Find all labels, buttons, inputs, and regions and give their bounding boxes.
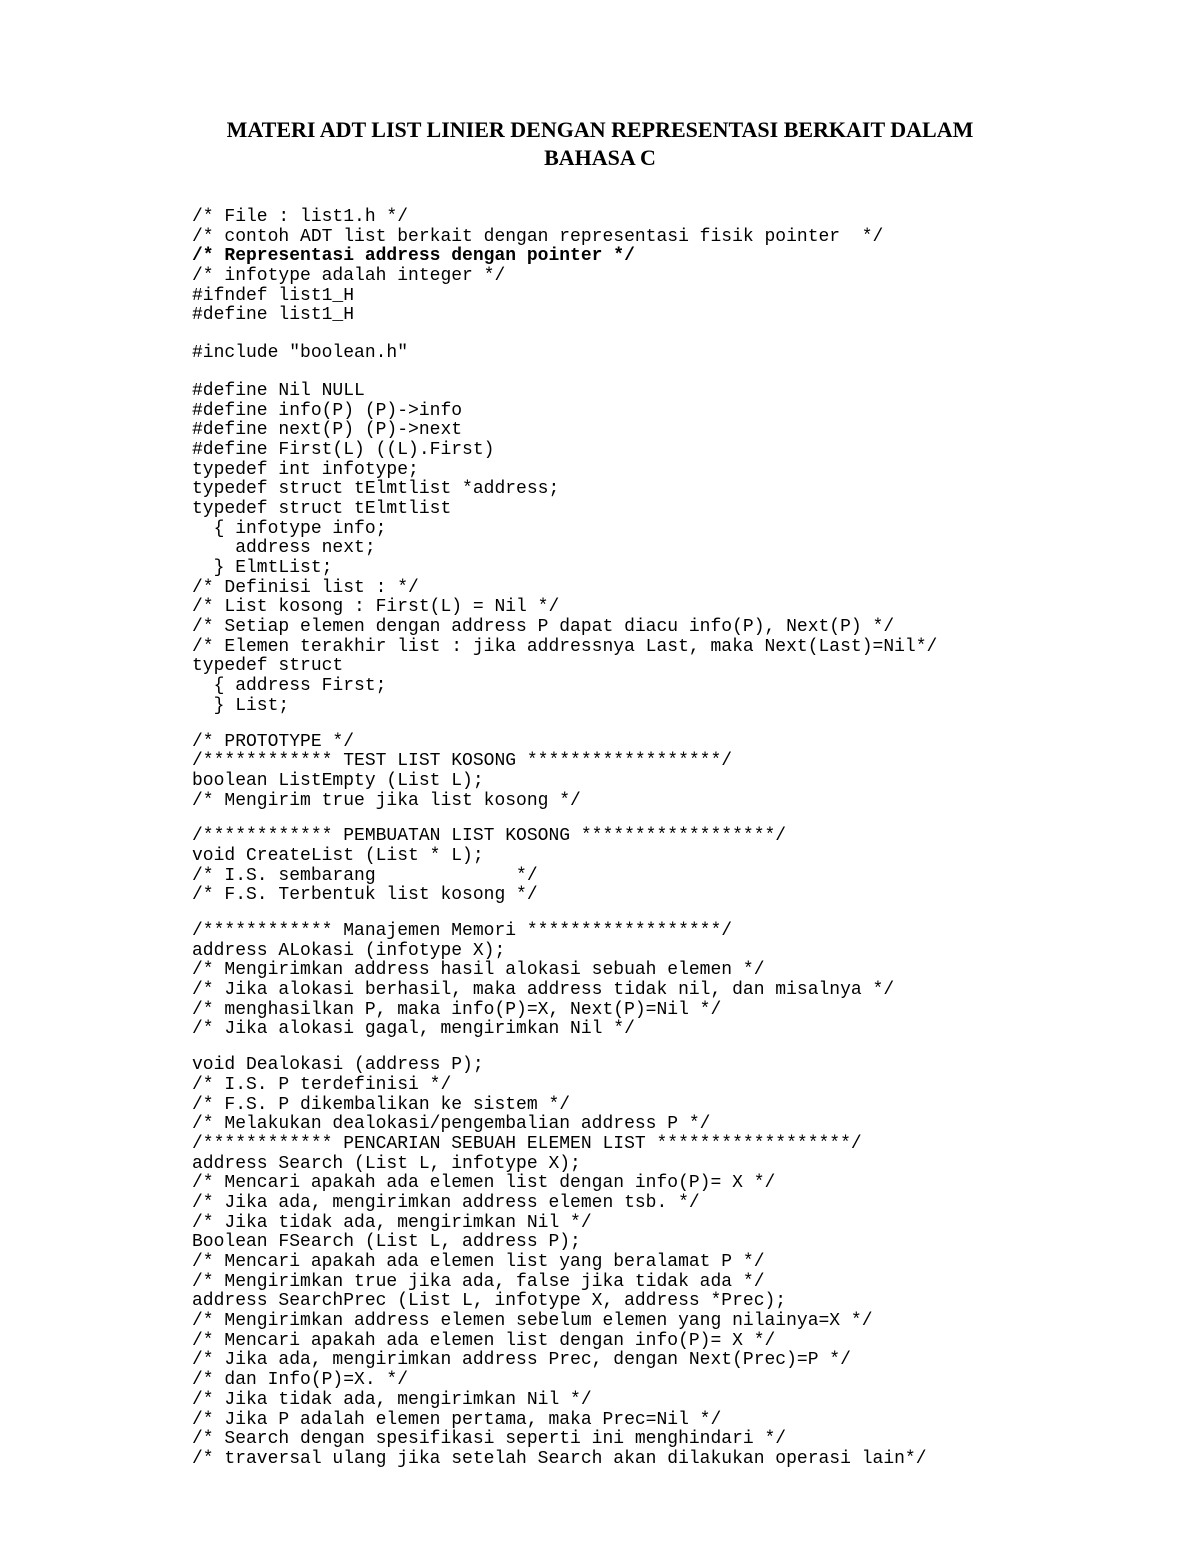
code-line: } List;	[192, 695, 290, 716]
code-line: /* Jika ada, mengirimkan address elemen tsb. */	[192, 1192, 700, 1213]
code-line: /* Mengirimkan address elemen sebelum elemen yang nilainya=X */	[192, 1311, 873, 1332]
code-line: /************ PEMBUATAN LIST KOSONG ******************/	[192, 826, 787, 847]
code-line: /* F.S. Terbentuk list kosong */	[192, 885, 538, 906]
code-line: /* Search dengan spesifikasi seperti ini menghindari */	[192, 1429, 787, 1450]
code-line: /* List kosong : First(L) = Nil */	[192, 597, 560, 618]
code-line: /* Jika tidak ada, mengirimkan Nil */	[192, 1212, 592, 1233]
code-line: /* Mengirimkan true jika ada, false jika tidak ada */	[192, 1271, 765, 1292]
document-title-line1: MATERI ADT LIST LINIER DENGAN REPRESENTASI BERKAIT DALAM	[226, 117, 974, 142]
code-line: /* traversal ulang jika setelah Search akan dilakukan operasi lain*/	[192, 1448, 927, 1469]
code-line: void CreateList (List * L);	[192, 845, 484, 866]
code-line: /* Melakukan dealokasi/pengembalian address P */	[192, 1114, 711, 1135]
code-line: /* Mencari apakah ada elemen list yang beralamat P */	[192, 1252, 765, 1272]
code-line: { address First;	[192, 676, 387, 697]
code-line: /* Setiap elemen dengan address P dapat diacu info(P), Next(P) */	[192, 617, 895, 638]
code-line: Boolean FSearch (List L, address P);	[192, 1232, 581, 1253]
code-line: /* dan Info(P)=X. */	[192, 1370, 409, 1391]
code-line: /************ Manajemen Memori ******************/	[192, 921, 733, 941]
code-line: /* menghasilkan P, maka info(P)=X, Next(P)=Nil */	[192, 999, 722, 1020]
code-line: /* Jika P adalah elemen pertama, maka Prec=Nil */	[192, 1409, 722, 1430]
code-line: /* I.S. sembarang */	[192, 865, 538, 886]
document-title-line2: BAHASA C	[544, 145, 656, 170]
code-line: /* F.S. P dikembalikan ke sistem */	[192, 1094, 571, 1115]
code-line: #define info(P) (P)->info	[192, 400, 463, 421]
code-line: address SearchPrec (List L, infotype X, address *Prec);	[192, 1291, 787, 1312]
code-line: /* Definisi list : */	[192, 577, 419, 598]
code-line: address Search (List L, infotype X);	[192, 1153, 581, 1174]
code-line: { infotype info;	[192, 518, 387, 539]
code-line: /* infotype adalah integer */	[192, 266, 506, 287]
code-line: void Dealokasi (address P);	[192, 1055, 484, 1076]
code-line: /* Mengirim true jika list kosong */	[192, 790, 581, 811]
code-line: /* contoh ADT list berkait dengan representasi fisik pointer */	[192, 226, 884, 247]
code-line: typedef struct tElmtlist	[192, 498, 452, 519]
code-line: /************ PENCARIAN SEBUAH ELEMEN LIST ******************/	[192, 1133, 862, 1154]
code-line: /* Mengirimkan address hasil alokasi sebuah elemen */	[192, 960, 765, 981]
code-line: #ifndef list1_H	[192, 285, 355, 306]
code-line: #define Nil NULL	[192, 380, 365, 401]
code-line: /* Jika tidak ada, mengirimkan Nil */	[192, 1389, 592, 1410]
code-line: /* Mencari apakah ada elemen list dengan info(P)= X */	[192, 1173, 776, 1194]
code-line: /* Representasi address dengan pointer */	[192, 246, 635, 267]
code-line: /* Jika alokasi gagal, mengirimkan Nil */	[192, 1019, 635, 1040]
code-line: typedef int infotype;	[192, 459, 419, 480]
code-line: /* Jika alokasi berhasil, maka address tidak nil, dan misalnya */	[192, 980, 895, 1001]
code-listing	[192, 208, 937, 1470]
code-line: /************ TEST LIST KOSONG ******************/	[192, 751, 733, 772]
code-line: #define list1_H	[192, 305, 355, 326]
code-line: /* I.S. P terdefinisi */	[192, 1074, 452, 1095]
code-line: /* Elemen terakhir list : jika addressnya Last, maka Next(Last)=Nil*/	[192, 636, 938, 657]
code-line: /* PROTOTYPE */	[192, 731, 355, 752]
code-line: address ALokasi (infotype X);	[192, 940, 506, 961]
code-line: /* File : list1.h */	[192, 207, 409, 227]
code-line: /* Jika ada, mengirimkan address Prec, dengan Next(Prec)=P */	[192, 1350, 851, 1371]
code-line: #define First(L) ((L).First)	[192, 439, 495, 460]
code-line: boolean ListEmpty (List L);	[192, 770, 484, 791]
code-line: typedef struct tElmtlist *address;	[192, 479, 560, 500]
code-line: #define next(P) (P)->next	[192, 420, 463, 441]
code-line: address next;	[192, 538, 376, 559]
code-line: } ElmtList;	[192, 558, 333, 578]
code-line: typedef struct	[192, 656, 344, 677]
code-line: #include "boolean.h"	[192, 343, 409, 364]
code-line: /* Mencari apakah ada elemen list dengan info(P)= X */	[192, 1330, 776, 1351]
